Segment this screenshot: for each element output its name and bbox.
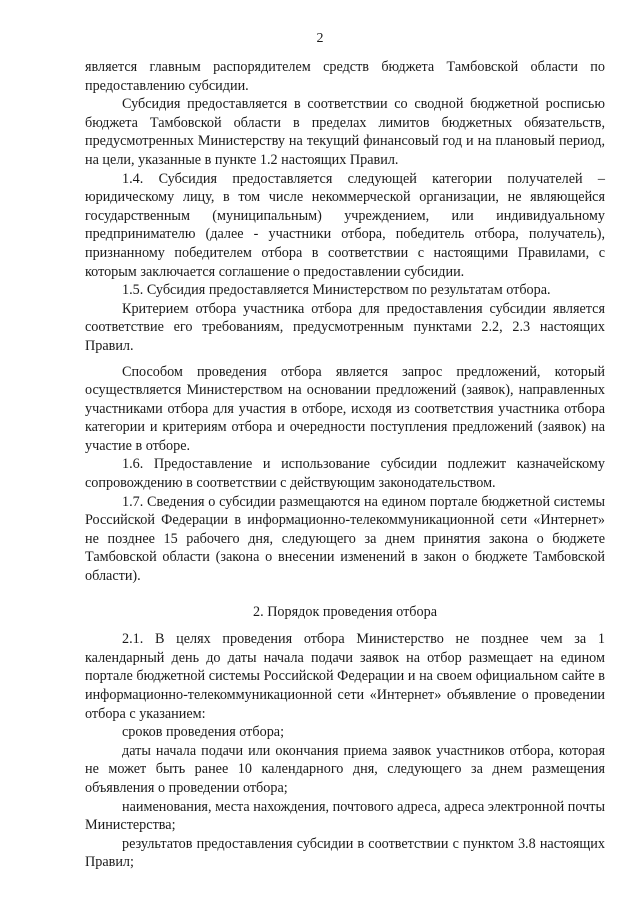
list-item: даты начала подачи или окончания приема заявок участников отбора, которая не может быть ранее 10 календарного дня, следующего за днем размещения объявления о проведении отбора; [85, 742, 605, 796]
paragraph-1-4: 1.4. Субсидия предоставляется следующей категории получателей – юридическому лицу, в том числе некоммерческой организации, не являющейся государственным (муниципальным) учреждением, или индивидуальному предпринимателю (далее - участники отбора, победитель отбора, получатель), признанному победителем отбора в соответствии с настоящими Правилами, с которым заключается соглашение о предоставлении субсидии. [85, 170, 605, 280]
list-item: сроков проведения отбора; [122, 724, 285, 741]
paragraph-1-6: 1.6. Предоставление и использование субсидии подлежит казначейскому сопровождению в соответствии с действующим законодательством. [85, 456, 605, 492]
page-number: 2 [316, 31, 324, 46]
paragraph-1-5: 1.5. Субсидия предоставляется Министерством по результатам отбора. [122, 282, 551, 299]
paragraph: является главным распорядителем средств бюджета Тамбовской области по предоставлению субсидии. [85, 59, 605, 94]
paragraph: Способом проведения отбора является запрос предложений, который осуществляется Министерством на основании предложений (заявок), направленных участниками отбора для участия в отборе, исходя из соответствия участника отбора категории и критериям отбора и очередности поступления предложений (заявок) на участие в отборе. [85, 363, 605, 454]
paragraph: Критерием отбора участника отбора для предоставления субсидии является соответствие его требованиям, предусмотренным пунктами 2.2, 2.3 настоящих Правил. [85, 300, 605, 354]
paragraph: Субсидия предоставляется в соответствии со сводной бюджетной росписью бюджета Тамбовской области в пределах лимитов бюджетных обязательств, предусмотренных Министерству на текущий финансовый год и на плановый период, на цели, указанные в пункте 1.2 настоящих Правил. [85, 96, 605, 168]
section-heading: 2. Порядок проведения отбора [253, 603, 437, 620]
list-item: наименования, места нахождения, почтового адреса, адреса электронной почты Министерства; [85, 798, 605, 834]
paragraph-1-7: 1.7. Сведения о субсидии размещаются на едином портале бюджетной системы Российской Федерации в информационно-телекоммуникационной сети «Интернет» не позднее 15 рабочего дня, следующего за днем принятия закона о бюджете Тамбовской области (закона о внесении изменений в закон о бюджете Тамбовской области). [85, 493, 605, 585]
list-item: результатов предоставления субсидии в соответствии с пунктом 3.8 настоящих Правил; [85, 835, 605, 871]
document-body [85, 58, 605, 872]
paragraph-2-1: 2.1. В целях проведения отбора Министерство не позднее чем за 1 календарный день до даты начала подачи заявок на отбор размещает на едином портале бюджетной системы Российской Федерации и на своем официальном сайте в информационно-телекоммуникационной сети «Интернет» объявление о проведении отбора с указанием: [85, 631, 605, 722]
